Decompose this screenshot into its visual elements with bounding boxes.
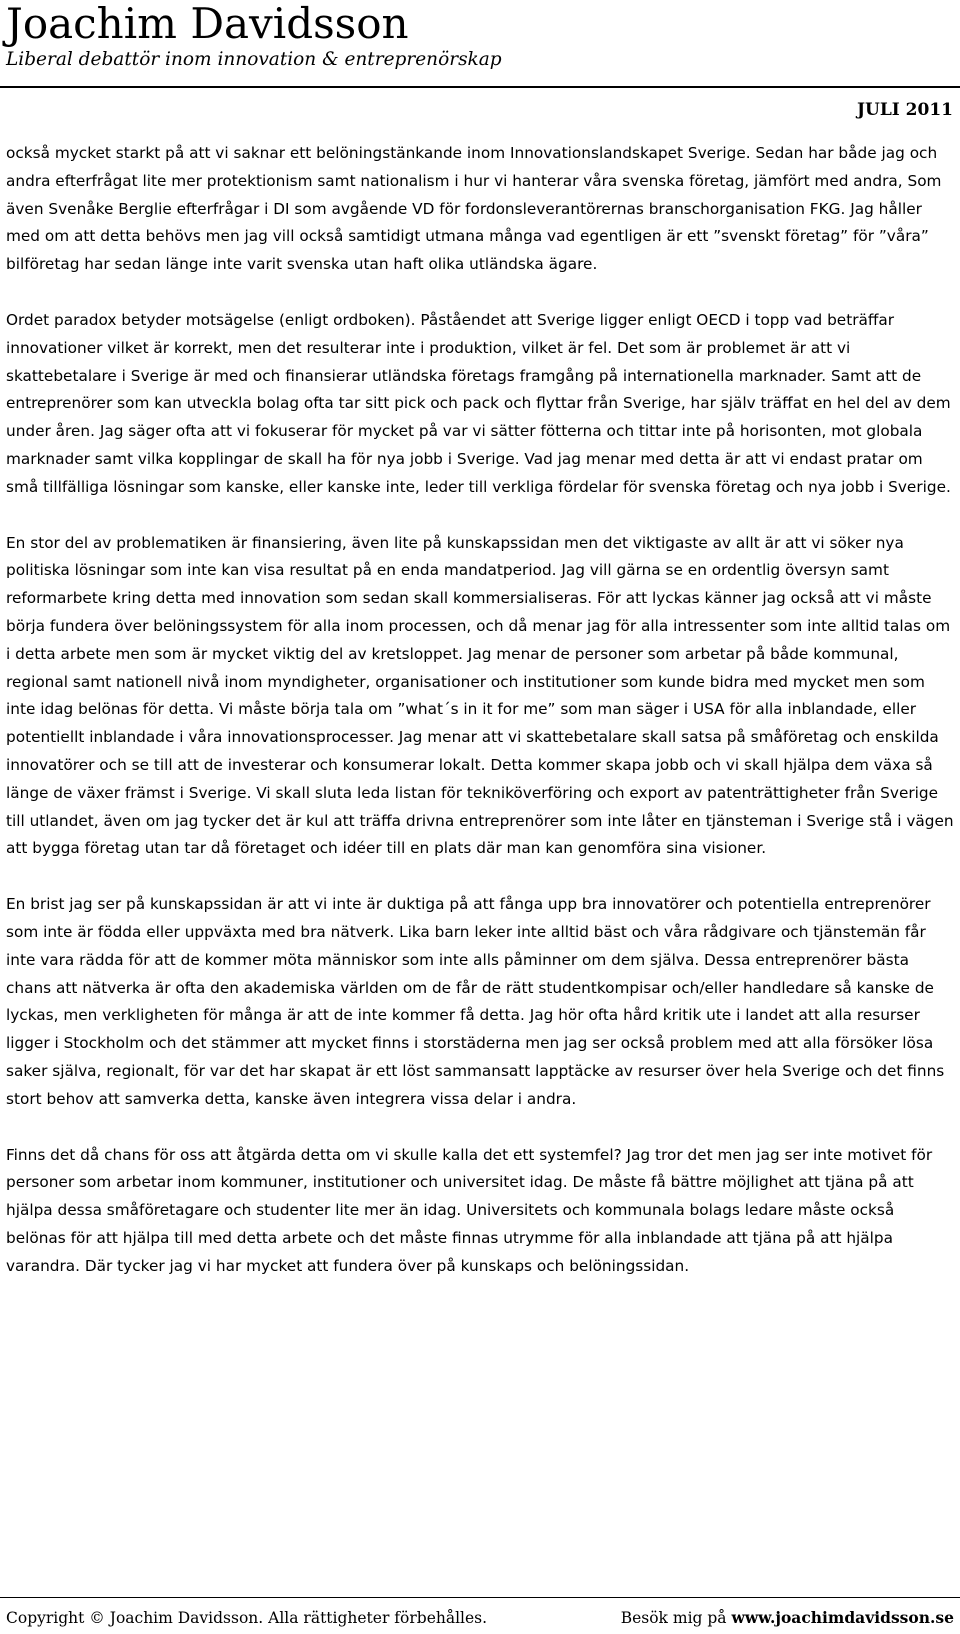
issue-date: JULI 2011 <box>856 100 953 120</box>
copyright-notice: Copyright © Joachim Davidsson. Alla rättigheter förbehålles. <box>6 1609 488 1627</box>
page-header <box>6 0 960 72</box>
footer-divider <box>0 1597 960 1598</box>
header-divider <box>0 86 960 88</box>
website-link[interactable]: www.joachimdavidsson.se <box>731 1608 954 1627</box>
paragraph: Finns det då chans för oss att åtgärda detta om vi skulle kalla det ett systemfel? Jag tror det men jag ser inte motivet för personer som arbetar inom kommuner, institutioner och universitet idag. De måste få bättre möjlighet att tjäna på att hjälpa dessa småföretagare och studenter lite mer än idag. Universitets och kommunala bolags ledare måste också belönas för att hjälpa till med detta arbete och det måste finnas utrymme för alla inblandade att tjäna på att hjälpa varandra. Där tycker jag vi har mycket att fundera över på kunskaps och belöningssidan. <box>6 1145 933 1275</box>
paragraph: Ordet paradox betyder motsägelse (enligt ordboken). Påståendet att Sverige ligger enligt OECD i topp vad beträffar innovationer vilket är korrekt, men det resulterar inte i produktion, vilket är fel. Det som är problemet är att vi skattebetalare i Sverige är med och finansierar utländska företags framgång på internationella marknader. Samt att de entreprenörer som kan utveckla bolag ofta tar sitt pick och pack och flyttar från Sverige, har själv träffat en hel del av dem under åren. Jag säger ofta att vi fokuserar för mycket på var vi sätter fötterna och tittar inte på horisonten, mot globala marknader samt vilka kopplingar de skall ha för nya jobb i Sverige. Vad jag menar med detta är att vi endast pratar om små tillfälliga lösningar som kanske, eller kanske inte, leder till verkliga fördelar för svenska företag och nya jobb i Sverige. <box>6 310 951 496</box>
page-footer <box>6 1608 954 1630</box>
paragraph: också mycket starkt på att vi saknar ett belöningstänkande inom Innovationslandskapet Sverige. Sedan har både jag och andra efterfrågat lite mer protektionism samt nationalism i hur vi hanterar våra svenska företag, jämfört med andra, Som även Svenåke Berglie efterfrågar i DI som avgående VD för fordonsleverantörernas branschorganisation FKG. Jag håller med om att detta behövs men jag vill också samtidigt utmana många vad egentligen är ett ”svenskt företag” för ”våra” bilföretag har sedan länge inte varit svenska utan haft olika utländska ägare. <box>6 144 942 274</box>
site-subtitle: Liberal debattör inom innovation & entreprenörskap <box>6 49 502 70</box>
visit-note <box>621 1608 954 1630</box>
visit-prefix: Besök mig på <box>620 1609 727 1627</box>
paragraph: En brist jag ser på kunskapssidan är att vi inte är duktiga på att fånga upp bra innovatörer och potentiella entreprenörer som inte är födda eller uppväxta med bra nätverk. Lika barn leker inte alltid bäst och våra rådgivare och tjänstemän får inte vara rädda för att de kommer möta människor som inte alls påminner om dem själva. Dessa entreprenörer bästa chans att nätverka är ofta den akademiska världen om de får de rätt studentkompisar och/eller handledare så kanske de lyckas, men verkligheten för många är att de inte kommer få detta. Jag hör ofta hård kritik ute i landet att alla resurser ligger i Stockholm och det stämmer att mycket finns i storstäderna men jag ser också problem med att alla försöker lösa saker själva, regionalt, för var det har skapat är ett löst sammansatt lapptäcke av resurser över hela Sverige och det finns stort behov att samverka detta, kanske även integrera vissa delar i andra. <box>6 895 945 1108</box>
paragraph: En stor del av problematiken är finansiering, även lite på kunskapssidan men det viktigaste av allt är att vi söker nya politiska lösningar som inte kan visa resultat på en enda mandatperiod. Jag vill gärna se en ordentlig översyn samt reformarbete kring detta med innovation som sedan skall kommersialiseras. För att lyckas känner jag också att vi måste börja fundera över belöningssystem för alla inom processen, och då menar jag för alla intressenter som inte alltid talas om i detta arbete men som är mycket viktig del av kretsloppet. Jag menar de personer som arbetar på både kommunal, regional samt nationell nivå inom myndigheter, organisationer och institutioner som kunde bidra med mycket men som inte idag belönas för detta. Vi måste börja tala om ”what´s in it for me” som man säger i USA för alla inblandade, eller potentiellt inblandade i våra innovationsprocesser. Jag menar att vi skattebetalare skall satsa på småföretag och enskilda innovatörer och se till att de investerar och konsumerar lokalt. Detta kommer skapa jobb och vi skall hjälpa dem växa så länge de växer främst i Sverige. Vi skall sluta leda listan för tekniköverföring och export av patenträttigheter från Sverige till utlandet, även om jag tycker det är kul att träffa drivna entreprenörer som inte låter en tjänsteman i Sverige stå i vägen att bygga företag utan tar då företaget och idéer till en plats där man kan genomföra sina visioner. <box>6 533 954 858</box>
article-body <box>6 140 954 1308</box>
site-title: Joachim Davidsson <box>6 0 409 48</box>
